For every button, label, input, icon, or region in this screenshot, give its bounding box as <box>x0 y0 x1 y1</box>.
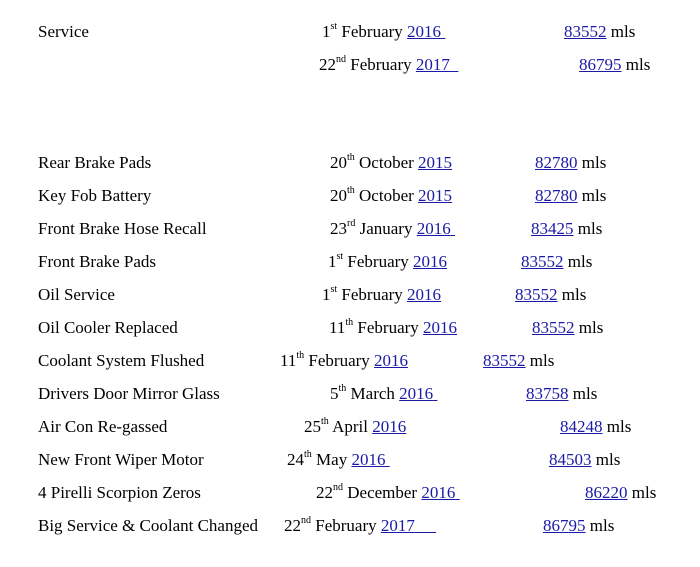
mileage-link[interactable]: 83552 <box>483 351 526 370</box>
date-month: October <box>359 186 414 205</box>
mileage-link[interactable]: 84503 <box>549 450 592 469</box>
mileage-unit: mls <box>606 417 632 436</box>
record-row <box>0 448 700 472</box>
mileage-link[interactable]: 86220 <box>585 483 628 502</box>
service-mileage <box>564 20 635 44</box>
mileage-unit: mls <box>610 22 636 41</box>
date-suffix: th <box>321 416 329 428</box>
mileage-unit: mls <box>581 186 607 205</box>
record-item: Oil Cooler Replaced <box>38 318 178 337</box>
mileage-link[interactable]: 83425 <box>531 219 574 238</box>
date-month: March <box>350 384 395 403</box>
year-link[interactable]: 2015 <box>418 153 453 172</box>
record-item: New Front Wiper Motor <box>38 450 204 469</box>
date-day: 22 <box>316 483 333 502</box>
date-month: February <box>308 351 370 370</box>
date-suffix: st <box>336 251 344 263</box>
year-link[interactable]: 2016 <box>416 219 451 238</box>
record-date <box>328 250 447 274</box>
year-link[interactable]: 2017 <box>380 516 415 535</box>
date-day: 1 <box>322 285 331 304</box>
record-row <box>0 514 700 538</box>
record-row <box>0 184 700 208</box>
record-date <box>330 184 452 208</box>
record-item: Key Fob Battery <box>38 186 152 205</box>
service-date <box>322 20 445 44</box>
date-month: December <box>347 483 418 502</box>
record-item: Air Con Re-gassed <box>38 417 168 436</box>
mileage-unit: mls <box>625 55 651 74</box>
service-label: Service <box>38 22 89 41</box>
record-mileage <box>515 283 586 307</box>
date-month: October <box>359 153 414 172</box>
record-mileage <box>535 184 606 208</box>
date-month: February <box>350 55 412 74</box>
mileage-link[interactable]: 82780 <box>535 186 578 205</box>
mileage-link[interactable]: 86795 <box>543 516 586 535</box>
record-item: Coolant System Flushed <box>38 351 205 370</box>
record-row <box>0 217 700 241</box>
date-suffix: rd <box>347 218 356 230</box>
mileage-unit: mls <box>578 318 604 337</box>
record-item: Rear Brake Pads <box>38 153 152 172</box>
mileage-unit: mls <box>581 153 607 172</box>
record-row <box>0 415 700 439</box>
year-link[interactable]: 2016 <box>407 22 442 41</box>
date-month: February <box>341 22 403 41</box>
date-suffix: th <box>304 449 312 461</box>
record-item: Drivers Door Mirror Glass <box>38 384 220 403</box>
record-row <box>0 283 700 307</box>
mileage-unit: mls <box>589 516 615 535</box>
mileage-link[interactable]: 83552 <box>564 22 607 41</box>
mileage-unit: mls <box>572 384 598 403</box>
date-month: February <box>315 516 377 535</box>
date-suffix: st <box>330 21 338 33</box>
record-mileage <box>532 316 603 340</box>
service-row <box>0 20 700 44</box>
record-date <box>284 514 436 538</box>
mileage-link[interactable]: 86795 <box>579 55 622 74</box>
date-day: 24 <box>287 450 304 469</box>
date-month: February <box>341 285 403 304</box>
record-mileage <box>585 481 656 505</box>
date-suffix: th <box>296 350 305 362</box>
record-row <box>0 250 700 274</box>
date-day: 5 <box>330 384 339 403</box>
date-month: January <box>359 219 413 238</box>
mileage-unit: mls <box>595 450 621 469</box>
record-mileage <box>521 250 592 274</box>
date-suffix: th <box>338 383 347 395</box>
date-month: February <box>347 252 409 271</box>
year-link[interactable]: 2016 <box>372 417 407 436</box>
date-suffix: st <box>330 284 338 296</box>
record-date <box>304 415 406 439</box>
record-date <box>330 382 437 406</box>
record-date <box>330 217 455 241</box>
record-item: Big Service & Coolant Changed <box>38 516 259 535</box>
record-item: Oil Service <box>38 285 115 304</box>
mileage-link[interactable]: 83552 <box>515 285 558 304</box>
year-link[interactable]: 2016 <box>351 450 386 469</box>
date-day: 22 <box>284 516 301 535</box>
date-day: 23 <box>330 219 347 238</box>
date-day: 25 <box>304 417 321 436</box>
record-row <box>0 151 700 175</box>
year-link[interactable]: 2016 <box>421 483 456 502</box>
service-row <box>0 53 700 77</box>
mileage-link[interactable]: 83552 <box>521 252 564 271</box>
record-date <box>330 151 452 175</box>
record-mileage <box>483 349 554 373</box>
year-link[interactable]: 2016 <box>423 318 458 337</box>
date-suffix: nd <box>336 54 346 66</box>
date-day: 22 <box>319 55 336 74</box>
record-mileage <box>535 151 606 175</box>
record-row <box>0 382 700 406</box>
date-month: April <box>332 417 368 436</box>
record-date <box>322 283 441 307</box>
mileage-unit: mls <box>577 219 603 238</box>
record-date <box>329 316 457 340</box>
year-link[interactable]: 2016 <box>399 384 434 403</box>
date-month: February <box>357 318 419 337</box>
service-mileage <box>579 53 650 77</box>
mileage-unit: mls <box>561 285 587 304</box>
mileage-link[interactable]: 84248 <box>560 417 603 436</box>
record-row <box>0 316 700 340</box>
date-suffix: nd <box>333 482 343 494</box>
record-date <box>280 349 408 373</box>
mileage-link[interactable]: 83552 <box>532 318 575 337</box>
record-item: Front Brake Pads <box>38 252 157 271</box>
date-day: 20 <box>330 153 347 172</box>
record-mileage <box>543 514 614 538</box>
record-row <box>0 349 700 373</box>
mileage-link[interactable]: 83758 <box>526 384 569 403</box>
year-link[interactable]: 2016 <box>374 351 409 370</box>
mileage-unit: mls <box>631 483 657 502</box>
record-row <box>0 481 700 505</box>
record-date <box>316 481 460 505</box>
record-mileage <box>549 448 620 472</box>
service-date <box>319 53 458 77</box>
date-suffix: nd <box>301 515 311 527</box>
date-month: May <box>316 450 348 469</box>
record-mileage <box>531 217 602 241</box>
mileage-unit: mls <box>567 252 593 271</box>
year-link[interactable]: 2016 <box>407 285 442 304</box>
date-day: 11 <box>280 351 297 370</box>
date-suffix: th <box>345 317 354 329</box>
date-day: 1 <box>322 22 331 41</box>
date-suffix: th <box>347 185 355 197</box>
record-date <box>287 448 390 472</box>
date-day: 11 <box>329 318 346 337</box>
mileage-unit: mls <box>529 351 555 370</box>
record-item: 4 Pirelli Scorpion Zeros <box>38 483 201 502</box>
date-day: 20 <box>330 186 347 205</box>
date-suffix: th <box>347 152 355 164</box>
mileage-link[interactable]: 82780 <box>535 153 578 172</box>
year-link[interactable]: 2015 <box>418 186 453 205</box>
year-link[interactable]: 2016 <box>413 252 448 271</box>
record-mileage <box>526 382 597 406</box>
date-day: 1 <box>328 252 337 271</box>
record-item: Front Brake Hose Recall <box>38 219 207 238</box>
record-mileage <box>560 415 631 439</box>
year-link[interactable]: 2017 <box>415 55 450 74</box>
